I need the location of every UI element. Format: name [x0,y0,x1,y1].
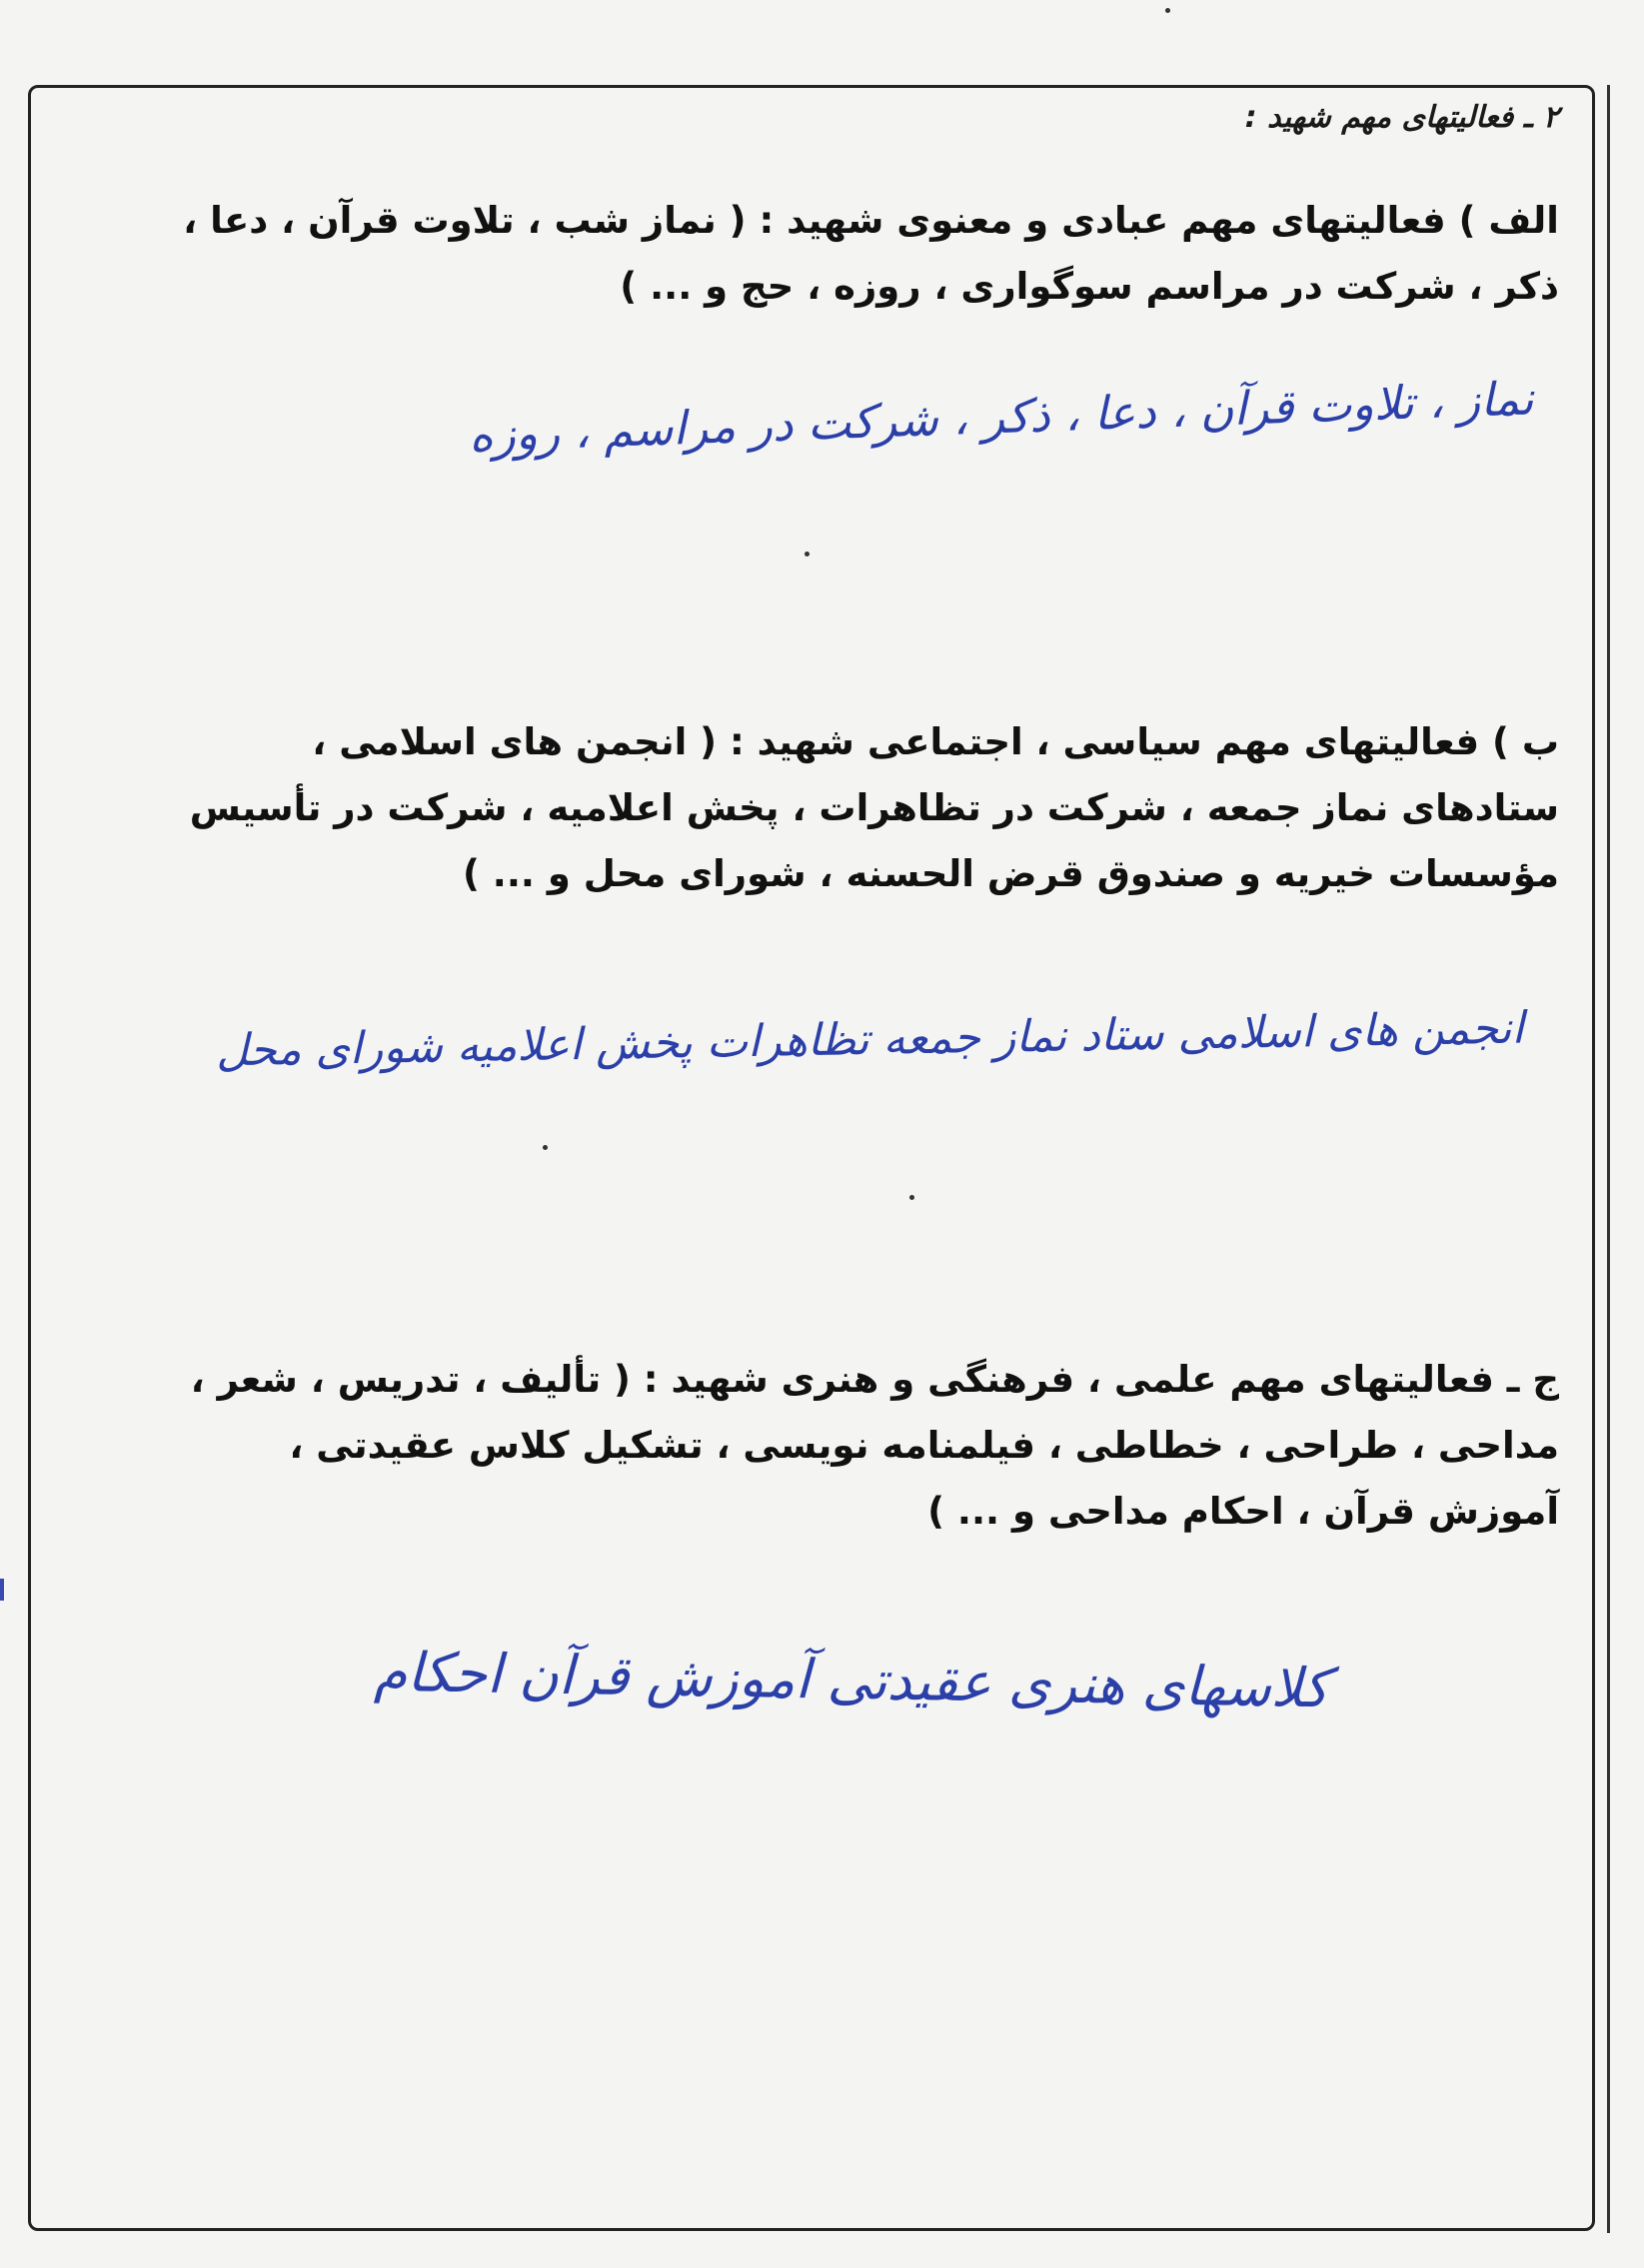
speck [909,1195,914,1200]
speck [1165,8,1170,13]
speck [543,1145,548,1150]
text-line: ج ـ فعالیتهای مهم علمی ، فرهنگی و هنری شهید : ( تألیف ، تدریس ، شعر ، [190,1358,1559,1401]
speck [805,552,810,557]
section-c-text [60,1347,1559,1545]
handwritten-answer-a: نماز ، تلاوت قرآن ، دعا ، ذکر ، شرکت در مراسم ، روزه [468,371,1535,463]
text-line: ب ) فعالیتهای مهم سیاسی ، اجتماعی شهید : ( انجمن های اسلامی ، [312,720,1559,763]
handwritten-answer-c: کلاسهای هنری عقیدتی آموزش قرآن احکام [373,1640,1330,1720]
text-line: ستادهای نماز جمعه ، شرکت در تظاهرات ، پخش اعلامیه ، شرکت در تأسیس [189,786,1559,829]
section-heading: ۲ ـ فعالیتهای مهم شهید : [1244,100,1559,135]
text-line: مداحی ، طراحی ، خطاطی ، فیلمنامه نویسی ، تشکیل کلاس عقیدتی ، [289,1424,1559,1467]
handwritten-answer-b: انجمن های اسلامی ستاد نماز جمعه تظاهرات پخش اعلامیه شورای محل [215,1002,1525,1077]
text-line: ذکر ، شرکت در مراسم سوگواری ، روزه ، حج و ... ) [620,265,1559,308]
text-line: آموزش قرآن ، احکام مداحی و ... ) [927,1490,1559,1533]
section-a-text [60,188,1559,320]
ink-mark [0,1579,4,1601]
section-b-text [60,709,1559,907]
text-line: مؤسسات خیریه و صندوق قرض الحسنه ، شورای محل و ... ) [463,852,1559,895]
text-line: الف ) فعالیتهای مهم عبادی و معنوی شهید : ( نماز شب ، تلاوت قرآن ، دعا ، [183,199,1559,242]
margin-rule [1607,85,1610,2233]
